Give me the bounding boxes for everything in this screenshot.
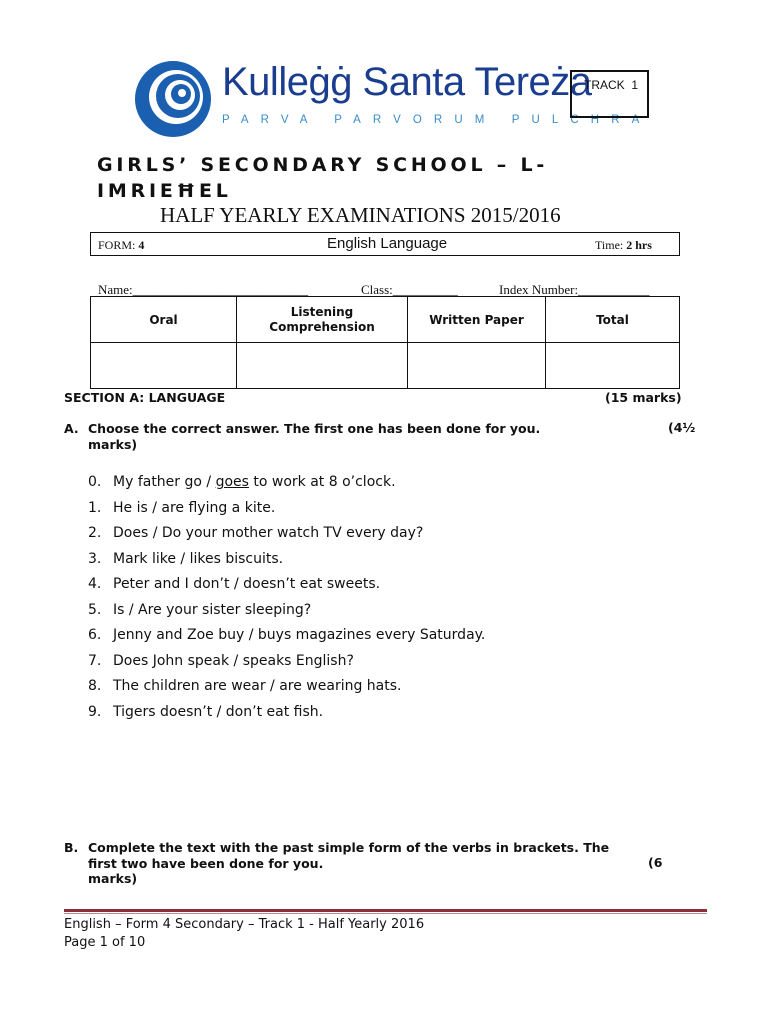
question-a-item: [88, 653, 354, 669]
page-number: Page 1 of 10: [64, 935, 146, 950]
time-label-text: Time:: [595, 238, 627, 252]
name-field[interactable]: Name:___________________________: [98, 282, 309, 297]
item-number: 3.: [88, 550, 102, 567]
footer-rule: [64, 909, 707, 912]
time-label: [595, 238, 652, 253]
question-a-item: [88, 602, 311, 618]
section-a-title: SECTION A: LANGUAGE: [64, 390, 226, 405]
question-b-line2: first two have been done for you.: [88, 856, 324, 871]
item-text[interactable]: Is / Are your sister sleeping?: [113, 601, 312, 618]
item-text[interactable]: He is / are flying a kite.: [113, 499, 276, 516]
item-text[interactable]: Does John speak / speaks English?: [113, 652, 354, 669]
question-a-item: [88, 678, 402, 694]
item-number: 8.: [88, 678, 102, 694]
form-value: 4: [138, 238, 145, 252]
question-b-marks-cont: marks): [88, 871, 138, 886]
track-label: TRACK 1: [584, 78, 639, 92]
item-text[interactable]: Peter and I don’t / doesn’t eat sweets.: [113, 576, 381, 592]
item-text[interactable]: Tigers doesn’t / don’t eat fish.: [113, 703, 324, 720]
question-a-item: [88, 627, 485, 643]
question-a-instruction: [88, 420, 678, 437]
item-text[interactable]: My father go /: [113, 474, 216, 490]
question-a-item: [88, 525, 423, 541]
question-a-item: [88, 576, 380, 592]
header-total: Total: [546, 297, 680, 343]
school-name: Kulleġġ Santa Tereża: [222, 60, 592, 104]
exam-title: HALF YEARLY EXAMINATIONS 2015/2016: [160, 203, 561, 227]
item-number: 4.: [88, 576, 102, 592]
section-a-marks: (15 marks): [605, 390, 682, 405]
class-field[interactable]: Class:__________: [361, 282, 458, 297]
item-number: 7.: [88, 652, 102, 669]
question-a-marks-cont: marks): [88, 437, 138, 452]
question-a-marks: (4½: [668, 420, 696, 435]
subject-label: English Language: [327, 235, 448, 252]
school-motto: PARVA PARVORUM PULCHRA: [222, 114, 652, 126]
item-text-rest: to work at 8 o’clock.: [248, 474, 396, 490]
question-a-item: [88, 500, 275, 516]
footer-rule-thin: [64, 913, 707, 914]
item-answer-underlined: goes: [215, 474, 249, 490]
item-number: 0.: [88, 474, 102, 490]
question-b-line1: Complete the text with the past simple form of the verbs in brackets. The: [88, 840, 610, 855]
item-number: 5.: [88, 601, 102, 618]
question-a-item: [88, 474, 396, 490]
index-number-field[interactable]: Index Number:___________: [499, 282, 650, 297]
question-a-item: [88, 551, 283, 567]
header-listening: Listening Comprehension: [237, 297, 408, 343]
marks-table-header: [91, 297, 680, 343]
cell-written[interactable]: [408, 343, 546, 389]
question-a-text: Choose the correct answer. The first one has been done for you.: [88, 421, 541, 436]
item-number: 1.: [88, 499, 102, 516]
school-line: GIRLS’ SECONDARY SCHOOL – L-IMRIEĦEL: [97, 154, 549, 202]
item-text[interactable]: Does / Do your mother watch TV every day?: [113, 525, 424, 541]
question-b-letter: B.: [64, 840, 79, 855]
cell-total[interactable]: [546, 343, 680, 389]
item-text[interactable]: The children are wear / are wearing hats.: [113, 678, 402, 694]
form-label-text: FORM:: [98, 238, 139, 252]
form-label: [98, 238, 144, 253]
item-text[interactable]: Mark like / likes biscuits.: [113, 550, 284, 567]
question-b-marks: (6: [648, 855, 663, 870]
marks-table: [90, 296, 680, 389]
footer-text: English – Form 4 Secondary – Track 1 - Half Yearly 2016: [64, 917, 425, 932]
header-written: Written Paper: [408, 297, 546, 343]
track-box: [570, 70, 649, 118]
cell-oral[interactable]: [91, 343, 237, 389]
question-a-item: [88, 704, 323, 720]
marks-table-row: [91, 343, 680, 389]
question-a-letter: A.: [64, 421, 79, 436]
item-text[interactable]: Jenny and Zoe buy / buys magazines every Saturday.: [113, 627, 486, 643]
item-number: 9.: [88, 703, 102, 720]
cell-listening[interactable]: [237, 343, 408, 389]
item-number: 2.: [88, 525, 102, 541]
header-oral: Oral: [91, 297, 237, 343]
time-value: 2 hrs: [626, 238, 652, 252]
item-number: 6.: [88, 627, 102, 643]
school-logo: [134, 60, 212, 138]
